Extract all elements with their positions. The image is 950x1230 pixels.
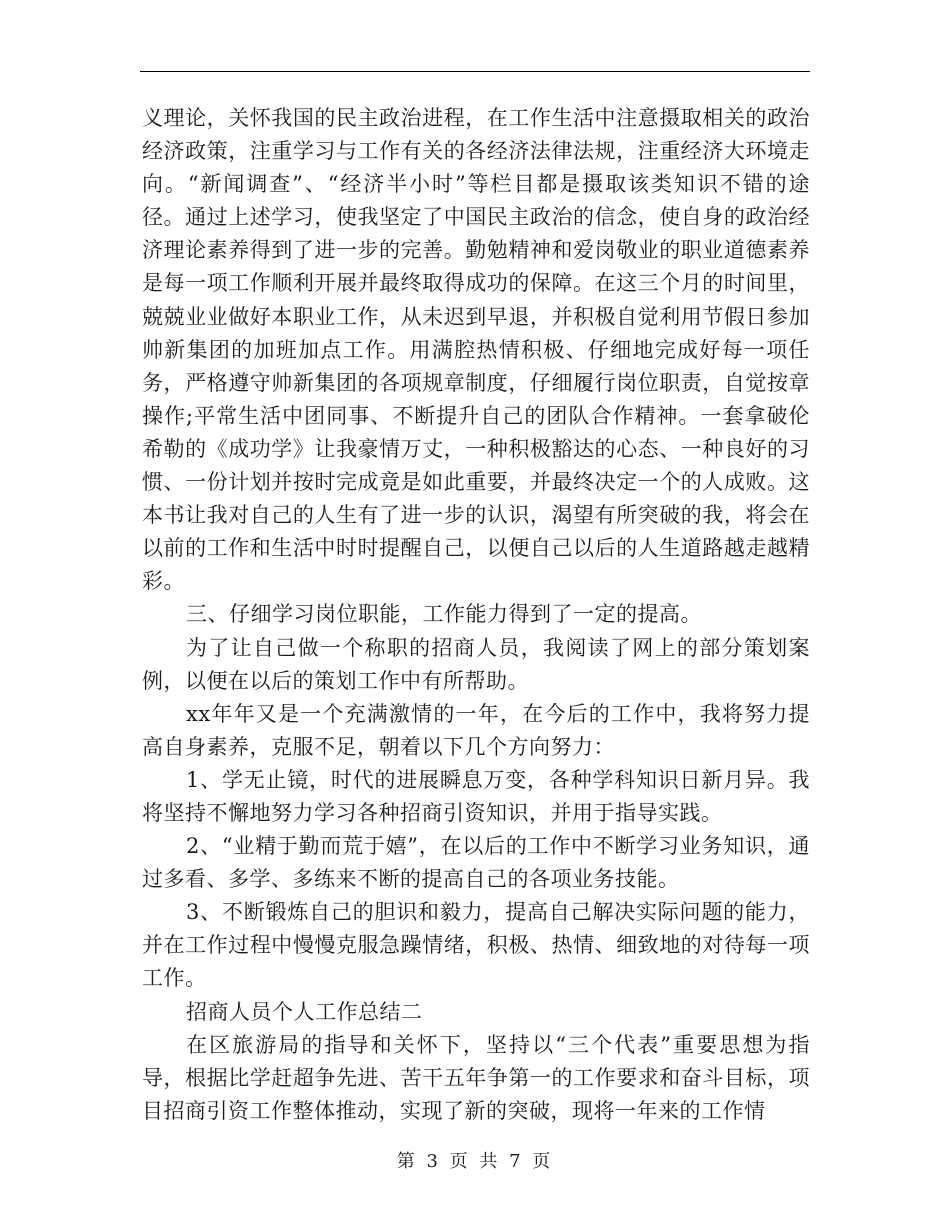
page-number: 第 3 页 共 7 页 (396, 1151, 554, 1172)
section-heading: 三、仔细学习岗位职能，工作能力得到了一定的提高。 (186, 602, 702, 627)
list-item: 2、“业精于勤而荒于嬉”，在以后的工作中不断学习业务知识，通过多看、多学、多练来不断的提高自己的各项业务技能。 (142, 834, 810, 892)
document-subtitle: 招商人员个人工作总结二 (186, 999, 423, 1024)
header-rule (140, 71, 810, 72)
body-paragraph: 在区旅游局的指导和关怀下，坚持以“三个代表”重要思想为指导，根据比学赶超争先进、苦干五年争第一的工作要求和奋斗目标，项目招商引资工作整体推动，实现了新的突破，现将一年来的工作情 (142, 1032, 810, 1123)
document-body (142, 102, 810, 1128)
body-paragraph: 为了让自己做一个称职的招商人员，我阅读了网上的部分策划案例，以便在以后的策划工作中有所帮助。 (142, 635, 810, 693)
list-item: 3、不断锻炼自己的胆识和毅力，提高自己解决实际问题的能力，并在工作过程中慢慢克服急躁情绪，积极、热情、细致地的对待每一项工作。 (142, 900, 810, 991)
body-paragraph: xx年年又是一个充满激情的一年，在今后的工作中，我将努力提高自身素养，克服不足，朝着以下几个方向努力： (142, 701, 810, 759)
list-item: 1、学无止镜，时代的进展瞬息万变，各种学科知识日新月异。我将坚持不懈地努力学习各种招商引资知识，并用于指导实践。 (142, 767, 810, 825)
body-paragraph: 义理论，关怀我国的民主政治进程，在工作生活中注意摄取相关的政治经济政策，注重学习与工作有关的各经济法律法规，注重经济大环境走向。“新闻调查”、“经济半小时”等栏目都是摄取该类知识不错的途径。通过上述学习，使我坚定了中国民主政治的信念，使自身的政治经济理论素养得到了进一步的完善。勤勉精神和爱岗敬业的职业道德素养是每一项工作顺利开展并最终取得成功的保障。在这三个月的时间里，兢兢业业做好本职业工作，从未迟到早退，并积极自觉利用节假日参加帅新集团的加班加点工作。用满腔热情积极、仔细地完成好每一项任务，严格遵守帅新集团的各项规章制度，仔细履行岗位职责，自觉按章操作;平常生活中团同事、不断提升自己的团队合作精神。一套拿破伦希勒的《成功学》让我豪情万丈，一种积极豁达的心态、一种良好的习惯、一份计划并按时完成竟是如此重要，并最终决定一个的人成败。这本书让我对自己的人生有了进一步的认识，渴望有所突破的我，将会在以前的工作和生活中时时提醒自己，以便自己以后的人生道路越走越精彩。 (142, 106, 810, 594)
